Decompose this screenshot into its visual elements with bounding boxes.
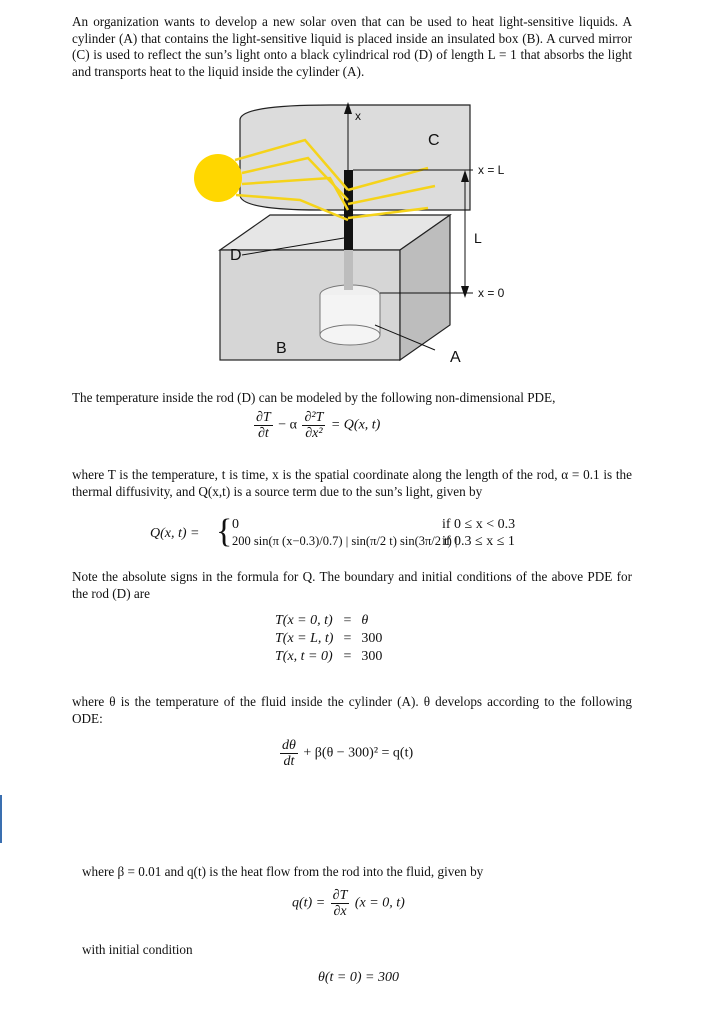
bc-row: T(x, t = 0) = 300 bbox=[275, 649, 383, 664]
source-term: Q(x, t) = { 0 if 0 ≤ x < 0.3 200 sin(π (x−0.3)/0.7) | sin(π/2 t) sin(3π/2 t) | if 0.3 ≤ x ≤ 1 bbox=[150, 513, 516, 550]
rod-grey bbox=[344, 245, 353, 290]
boundary-conditions bbox=[270, 612, 387, 666]
theta-paragraph: where θ is the temperature of the fluid inside the cylinder (A). θ develops according to the following ODE: bbox=[72, 694, 632, 726]
label-l: L bbox=[474, 230, 482, 246]
note-paragraph: Note the absolute signs in the formula for Q. The boundary and initial conditions of the above PDE for the rod (D) are bbox=[72, 569, 632, 601]
label-a: A bbox=[450, 349, 461, 366]
label-b: B bbox=[276, 340, 287, 357]
label-c: C bbox=[428, 132, 440, 149]
label-d: D bbox=[230, 247, 242, 264]
rod-black bbox=[344, 170, 353, 250]
sun bbox=[194, 154, 242, 202]
initial-condition: θ(t = 0) = 300 bbox=[318, 970, 399, 985]
label-xl: x = L bbox=[478, 163, 505, 177]
solar-oven-figure bbox=[180, 100, 520, 370]
label-x0: x = 0 bbox=[478, 286, 505, 300]
intro-paragraph: An organization wants to develop a new solar oven that can be used to heat light-sensitive liquids. A cylinder (A) that contains the light-sensitive liquid is placed inside an insulated box (B). A curved mirror (C) is used to reflect the sun’s light onto a black cylindrical rod (D) of length L = 1 that absorbs the light and transports heat to the liquid inside the cylinder (A). bbox=[72, 14, 632, 79]
beta-paragraph: where β = 0.01 and q(t) is the heat flow from the rod into the fluid, given by bbox=[82, 864, 484, 879]
initial-label: with initial condition bbox=[82, 942, 193, 957]
ode-equation: $\frac{d\theta}{dt}$ + β(θ − 300)² = q(t) bbox=[282, 738, 414, 769]
left-margin-bar bbox=[0, 795, 2, 843]
bc-row: T(x = 0, t) = θ bbox=[275, 613, 369, 628]
bc-row: T(x = L, t) = 300 bbox=[275, 631, 383, 646]
pde-equation: $\frac{\partial T}{\partial t}$ − α $\frac{\text{∂²T}}{\text{∂x²}}$ = Q(x, t) bbox=[256, 410, 381, 441]
q-equation: q(t) = $\frac{\partial T}{\partial x}$ (x = 0, t) bbox=[292, 888, 405, 919]
pde-intro: The temperature inside the rod (D) can be modeled by the following non-dimensional PDE, bbox=[72, 390, 556, 405]
where-paragraph: where T is the temperature, t is time, x is the spatial coordinate along the length of the rod, α = 0.1 is the thermal diffusivity, and Q(x,t) is a source term due to the sun’s light, given by bbox=[72, 467, 632, 499]
label-x: x bbox=[355, 109, 361, 123]
